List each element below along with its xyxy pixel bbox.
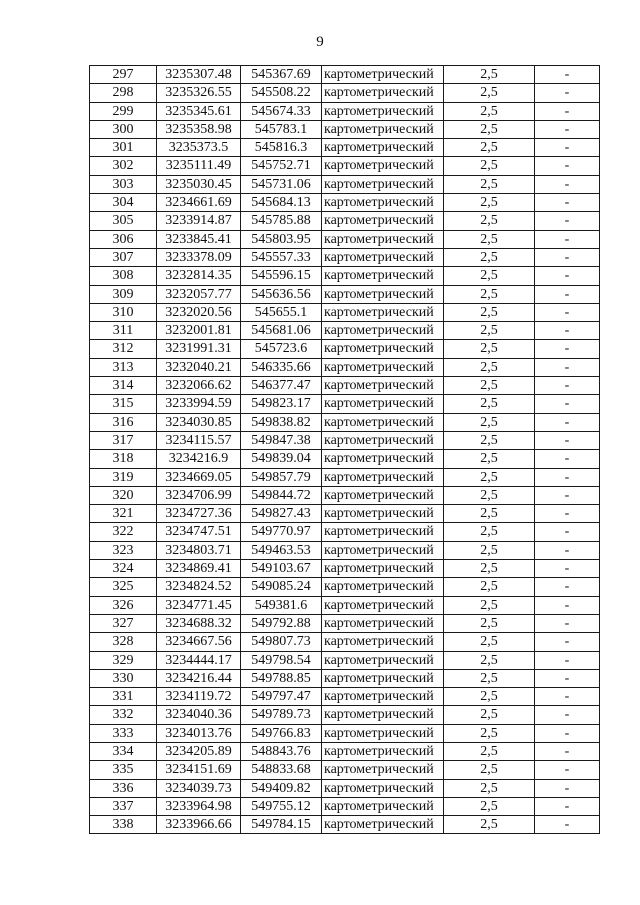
method-cell: картометрический (322, 340, 444, 358)
point-number-cell: 318 (90, 450, 157, 468)
method-cell: картометрический (322, 450, 444, 468)
accuracy-cell: 2,5 (444, 322, 535, 340)
accuracy-cell: 2,5 (444, 431, 535, 449)
y-coordinate-cell: 549792.88 (241, 614, 322, 632)
note-cell: - (535, 450, 600, 468)
y-coordinate-cell: 545508.22 (241, 84, 322, 102)
method-cell: картометрический (322, 523, 444, 541)
x-coordinate-cell: 3234444.17 (157, 651, 241, 669)
note-cell: - (535, 431, 600, 449)
note-cell: - (535, 614, 600, 632)
accuracy-cell: 2,5 (444, 267, 535, 285)
method-cell: картометрический (322, 633, 444, 651)
y-coordinate-cell: 549755.12 (241, 797, 322, 815)
point-number-cell: 317 (90, 431, 157, 449)
accuracy-cell: 2,5 (444, 505, 535, 523)
point-number-cell: 315 (90, 395, 157, 413)
accuracy-cell: 2,5 (444, 66, 535, 84)
method-cell: картометрический (322, 578, 444, 596)
x-coordinate-cell: 3234661.69 (157, 194, 241, 212)
table-row (90, 797, 600, 815)
table-row (90, 322, 600, 340)
x-coordinate-cell: 3233914.87 (157, 212, 241, 230)
table-row (90, 450, 600, 468)
accuracy-cell: 2,5 (444, 614, 535, 632)
point-number-cell: 304 (90, 194, 157, 212)
accuracy-cell: 2,5 (444, 651, 535, 669)
x-coordinate-cell: 3234039.73 (157, 779, 241, 797)
method-cell: картометрический (322, 230, 444, 248)
point-number-cell: 328 (90, 633, 157, 651)
note-cell: - (535, 742, 600, 760)
point-number-cell: 333 (90, 724, 157, 742)
y-coordinate-cell: 545557.33 (241, 248, 322, 266)
point-number-cell: 325 (90, 578, 157, 596)
accuracy-cell: 2,5 (444, 303, 535, 321)
accuracy-cell: 2,5 (444, 724, 535, 742)
table-row (90, 102, 600, 120)
point-number-cell: 327 (90, 614, 157, 632)
note-cell: - (535, 212, 600, 230)
method-cell: картометрический (322, 413, 444, 431)
y-coordinate-cell: 545681.06 (241, 322, 322, 340)
note-cell: - (535, 84, 600, 102)
table-row (90, 194, 600, 212)
y-coordinate-cell: 545723.6 (241, 340, 322, 358)
point-number-cell: 338 (90, 816, 157, 834)
accuracy-cell: 2,5 (444, 413, 535, 431)
x-coordinate-cell: 3234013.76 (157, 724, 241, 742)
accuracy-cell: 2,5 (444, 230, 535, 248)
x-coordinate-cell: 3234040.36 (157, 706, 241, 724)
point-number-cell: 316 (90, 413, 157, 431)
accuracy-cell: 2,5 (444, 779, 535, 797)
note-cell: - (535, 139, 600, 157)
y-coordinate-cell: 549844.72 (241, 486, 322, 504)
accuracy-cell: 2,5 (444, 560, 535, 578)
note-cell: - (535, 486, 600, 504)
x-coordinate-cell: 3234151.69 (157, 761, 241, 779)
method-cell: картометрический (322, 431, 444, 449)
note-cell: - (535, 395, 600, 413)
accuracy-cell: 2,5 (444, 523, 535, 541)
accuracy-cell: 2,5 (444, 212, 535, 230)
y-coordinate-cell: 549838.82 (241, 413, 322, 431)
method-cell: картометрический (322, 596, 444, 614)
accuracy-cell: 2,5 (444, 486, 535, 504)
point-number-cell: 307 (90, 248, 157, 266)
method-cell: картометрический (322, 120, 444, 138)
table-row (90, 431, 600, 449)
y-coordinate-cell: 545816.3 (241, 139, 322, 157)
y-coordinate-cell: 545367.69 (241, 66, 322, 84)
y-coordinate-cell: 549103.67 (241, 560, 322, 578)
accuracy-cell: 2,5 (444, 450, 535, 468)
x-coordinate-cell: 3234727.36 (157, 505, 241, 523)
method-cell: картометрический (322, 102, 444, 120)
accuracy-cell: 2,5 (444, 285, 535, 303)
point-number-cell: 335 (90, 761, 157, 779)
x-coordinate-cell: 3234688.32 (157, 614, 241, 632)
table-row (90, 706, 600, 724)
x-coordinate-cell: 3233845.41 (157, 230, 241, 248)
y-coordinate-cell: 545674.33 (241, 102, 322, 120)
accuracy-cell: 2,5 (444, 102, 535, 120)
point-number-cell: 300 (90, 120, 157, 138)
accuracy-cell: 2,5 (444, 688, 535, 706)
note-cell: - (535, 633, 600, 651)
y-coordinate-cell: 545752.71 (241, 157, 322, 175)
table-body (90, 66, 600, 834)
method-cell: картометрический (322, 377, 444, 395)
point-number-cell: 305 (90, 212, 157, 230)
point-number-cell: 310 (90, 303, 157, 321)
table-row (90, 724, 600, 742)
note-cell: - (535, 523, 600, 541)
table-row (90, 596, 600, 614)
method-cell: картометрический (322, 358, 444, 376)
method-cell: картометрический (322, 486, 444, 504)
x-coordinate-cell: 3232001.81 (157, 322, 241, 340)
table-row (90, 816, 600, 834)
y-coordinate-cell: 545655.1 (241, 303, 322, 321)
accuracy-cell: 2,5 (444, 120, 535, 138)
y-coordinate-cell: 549463.53 (241, 541, 322, 559)
accuracy-cell: 2,5 (444, 706, 535, 724)
method-cell: картометрический (322, 139, 444, 157)
note-cell: - (535, 505, 600, 523)
x-coordinate-cell: 3234216.9 (157, 450, 241, 468)
x-coordinate-cell: 3234706.99 (157, 486, 241, 504)
table-row (90, 248, 600, 266)
point-number-cell: 321 (90, 505, 157, 523)
accuracy-cell: 2,5 (444, 248, 535, 266)
note-cell: - (535, 578, 600, 596)
note-cell: - (535, 120, 600, 138)
x-coordinate-cell: 3233966.66 (157, 816, 241, 834)
note-cell: - (535, 175, 600, 193)
x-coordinate-cell: 3235307.48 (157, 66, 241, 84)
note-cell: - (535, 541, 600, 559)
table-row (90, 120, 600, 138)
table-row (90, 761, 600, 779)
point-number-cell: 336 (90, 779, 157, 797)
table-row (90, 212, 600, 230)
table-row (90, 377, 600, 395)
x-coordinate-cell: 3234771.45 (157, 596, 241, 614)
x-coordinate-cell: 3233964.98 (157, 797, 241, 815)
x-coordinate-cell: 3232040.21 (157, 358, 241, 376)
note-cell: - (535, 797, 600, 815)
y-coordinate-cell: 549409.82 (241, 779, 322, 797)
method-cell: картометрический (322, 212, 444, 230)
note-cell: - (535, 724, 600, 742)
note-cell: - (535, 596, 600, 614)
x-coordinate-cell: 3233994.59 (157, 395, 241, 413)
point-number-cell: 302 (90, 157, 157, 175)
table-row (90, 468, 600, 486)
accuracy-cell: 2,5 (444, 175, 535, 193)
method-cell: картометрический (322, 66, 444, 84)
point-number-cell: 306 (90, 230, 157, 248)
point-number-cell: 319 (90, 468, 157, 486)
method-cell: картометрический (322, 322, 444, 340)
table-row (90, 358, 600, 376)
method-cell: картометрический (322, 614, 444, 632)
accuracy-cell: 2,5 (444, 797, 535, 815)
y-coordinate-cell: 549789.73 (241, 706, 322, 724)
y-coordinate-cell: 549770.97 (241, 523, 322, 541)
y-coordinate-cell: 545783.1 (241, 120, 322, 138)
accuracy-cell: 2,5 (444, 340, 535, 358)
method-cell: картометрический (322, 175, 444, 193)
point-number-cell: 324 (90, 560, 157, 578)
point-number-cell: 330 (90, 669, 157, 687)
method-cell: картометрический (322, 797, 444, 815)
accuracy-cell: 2,5 (444, 541, 535, 559)
point-number-cell: 314 (90, 377, 157, 395)
x-coordinate-cell: 3232814.35 (157, 267, 241, 285)
x-coordinate-cell: 3234030.85 (157, 413, 241, 431)
y-coordinate-cell: 545636.56 (241, 285, 322, 303)
point-number-cell: 309 (90, 285, 157, 303)
point-number-cell: 301 (90, 139, 157, 157)
y-coordinate-cell: 545596.15 (241, 267, 322, 285)
accuracy-cell: 2,5 (444, 194, 535, 212)
accuracy-cell: 2,5 (444, 669, 535, 687)
note-cell: - (535, 688, 600, 706)
note-cell: - (535, 340, 600, 358)
table-row (90, 66, 600, 84)
x-coordinate-cell: 3234667.56 (157, 633, 241, 651)
method-cell: картометрический (322, 194, 444, 212)
y-coordinate-cell: 549823.17 (241, 395, 322, 413)
x-coordinate-cell: 3235345.61 (157, 102, 241, 120)
x-coordinate-cell: 3234824.52 (157, 578, 241, 596)
y-coordinate-cell: 549857.79 (241, 468, 322, 486)
method-cell: картометрический (322, 560, 444, 578)
point-number-cell: 329 (90, 651, 157, 669)
table-row (90, 486, 600, 504)
x-coordinate-cell: 3235030.45 (157, 175, 241, 193)
y-coordinate-cell: 549085.24 (241, 578, 322, 596)
point-number-cell: 323 (90, 541, 157, 559)
note-cell: - (535, 560, 600, 578)
table-row (90, 157, 600, 175)
x-coordinate-cell: 3235326.55 (157, 84, 241, 102)
method-cell: картометрический (322, 761, 444, 779)
note-cell: - (535, 267, 600, 285)
table-row (90, 651, 600, 669)
y-coordinate-cell: 549839.04 (241, 450, 322, 468)
table-row (90, 285, 600, 303)
method-cell: картометрический (322, 669, 444, 687)
table-row (90, 578, 600, 596)
y-coordinate-cell: 548843.76 (241, 742, 322, 760)
y-coordinate-cell: 545803.95 (241, 230, 322, 248)
method-cell: картометрический (322, 468, 444, 486)
note-cell: - (535, 413, 600, 431)
table-row (90, 541, 600, 559)
y-coordinate-cell: 549381.6 (241, 596, 322, 614)
accuracy-cell: 2,5 (444, 742, 535, 760)
note-cell: - (535, 303, 600, 321)
y-coordinate-cell: 549827.43 (241, 505, 322, 523)
method-cell: картометрический (322, 395, 444, 413)
x-coordinate-cell: 3233378.09 (157, 248, 241, 266)
y-coordinate-cell: 549797.47 (241, 688, 322, 706)
x-coordinate-cell: 3234115.57 (157, 431, 241, 449)
method-cell: картометрический (322, 742, 444, 760)
point-number-cell: 308 (90, 267, 157, 285)
table-row (90, 505, 600, 523)
note-cell: - (535, 377, 600, 395)
accuracy-cell: 2,5 (444, 596, 535, 614)
note-cell: - (535, 651, 600, 669)
accuracy-cell: 2,5 (444, 761, 535, 779)
x-coordinate-cell: 3234747.51 (157, 523, 241, 541)
accuracy-cell: 2,5 (444, 157, 535, 175)
method-cell: картометрический (322, 285, 444, 303)
accuracy-cell: 2,5 (444, 377, 535, 395)
point-number-cell: 332 (90, 706, 157, 724)
x-coordinate-cell: 3234205.89 (157, 742, 241, 760)
table-row (90, 669, 600, 687)
method-cell: картометрический (322, 157, 444, 175)
table-row (90, 523, 600, 541)
note-cell: - (535, 66, 600, 84)
method-cell: картометрический (322, 651, 444, 669)
accuracy-cell: 2,5 (444, 358, 535, 376)
note-cell: - (535, 669, 600, 687)
method-cell: картометрический (322, 816, 444, 834)
point-number-cell: 312 (90, 340, 157, 358)
method-cell: картометрический (322, 688, 444, 706)
x-coordinate-cell: 3234119.72 (157, 688, 241, 706)
accuracy-cell: 2,5 (444, 633, 535, 651)
table-row (90, 779, 600, 797)
y-coordinate-cell: 546377.47 (241, 377, 322, 395)
table-row (90, 742, 600, 760)
point-number-cell: 322 (90, 523, 157, 541)
method-cell: картометрический (322, 84, 444, 102)
method-cell: картометрический (322, 505, 444, 523)
point-number-cell: 326 (90, 596, 157, 614)
point-number-cell: 320 (90, 486, 157, 504)
table-row (90, 303, 600, 321)
note-cell: - (535, 358, 600, 376)
table-row (90, 175, 600, 193)
table-row (90, 84, 600, 102)
point-number-cell: 299 (90, 102, 157, 120)
accuracy-cell: 2,5 (444, 578, 535, 596)
x-coordinate-cell: 3234869.41 (157, 560, 241, 578)
x-coordinate-cell: 3234216.44 (157, 669, 241, 687)
note-cell: - (535, 816, 600, 834)
method-cell: картометрический (322, 267, 444, 285)
point-number-cell: 298 (90, 84, 157, 102)
note-cell: - (535, 157, 600, 175)
point-number-cell: 311 (90, 322, 157, 340)
page-number: 9 (316, 34, 324, 50)
method-cell: картометрический (322, 303, 444, 321)
accuracy-cell: 2,5 (444, 468, 535, 486)
accuracy-cell: 2,5 (444, 139, 535, 157)
x-coordinate-cell: 3234669.05 (157, 468, 241, 486)
table-row (90, 340, 600, 358)
x-coordinate-cell: 3232057.77 (157, 285, 241, 303)
note-cell: - (535, 468, 600, 486)
method-cell: картометрический (322, 248, 444, 266)
y-coordinate-cell: 545684.13 (241, 194, 322, 212)
y-coordinate-cell: 549788.85 (241, 669, 322, 687)
note-cell: - (535, 322, 600, 340)
y-coordinate-cell: 546335.66 (241, 358, 322, 376)
note-cell: - (535, 230, 600, 248)
table-row (90, 633, 600, 651)
method-cell: картометрический (322, 779, 444, 797)
point-number-cell: 313 (90, 358, 157, 376)
table-row (90, 688, 600, 706)
y-coordinate-cell: 549847.38 (241, 431, 322, 449)
x-coordinate-cell: 3235373.5 (157, 139, 241, 157)
y-coordinate-cell: 548833.68 (241, 761, 322, 779)
table-row (90, 395, 600, 413)
point-number-cell: 331 (90, 688, 157, 706)
accuracy-cell: 2,5 (444, 395, 535, 413)
y-coordinate-cell: 549807.73 (241, 633, 322, 651)
accuracy-cell: 2,5 (444, 816, 535, 834)
table-row (90, 413, 600, 431)
table-row (90, 230, 600, 248)
x-coordinate-cell: 3234803.71 (157, 541, 241, 559)
note-cell: - (535, 285, 600, 303)
y-coordinate-cell: 549798.54 (241, 651, 322, 669)
method-cell: картометрический (322, 724, 444, 742)
x-coordinate-cell: 3232020.56 (157, 303, 241, 321)
note-cell: - (535, 248, 600, 266)
table-row (90, 614, 600, 632)
y-coordinate-cell: 545785.88 (241, 212, 322, 230)
y-coordinate-cell: 545731.06 (241, 175, 322, 193)
y-coordinate-cell: 549784.15 (241, 816, 322, 834)
x-coordinate-cell: 3235358.98 (157, 120, 241, 138)
point-number-cell: 337 (90, 797, 157, 815)
table-row (90, 560, 600, 578)
y-coordinate-cell: 549766.83 (241, 724, 322, 742)
method-cell: картометрический (322, 706, 444, 724)
table-row (90, 139, 600, 157)
point-number-cell: 303 (90, 175, 157, 193)
note-cell: - (535, 779, 600, 797)
note-cell: - (535, 102, 600, 120)
point-number-cell: 297 (90, 66, 157, 84)
coordinates-table (89, 65, 600, 834)
accuracy-cell: 2,5 (444, 84, 535, 102)
note-cell: - (535, 706, 600, 724)
method-cell: картометрический (322, 541, 444, 559)
x-coordinate-cell: 3232066.62 (157, 377, 241, 395)
x-coordinate-cell: 3231991.31 (157, 340, 241, 358)
x-coordinate-cell: 3235111.49 (157, 157, 241, 175)
point-number-cell: 334 (90, 742, 157, 760)
note-cell: - (535, 761, 600, 779)
note-cell: - (535, 194, 600, 212)
table-row (90, 267, 600, 285)
